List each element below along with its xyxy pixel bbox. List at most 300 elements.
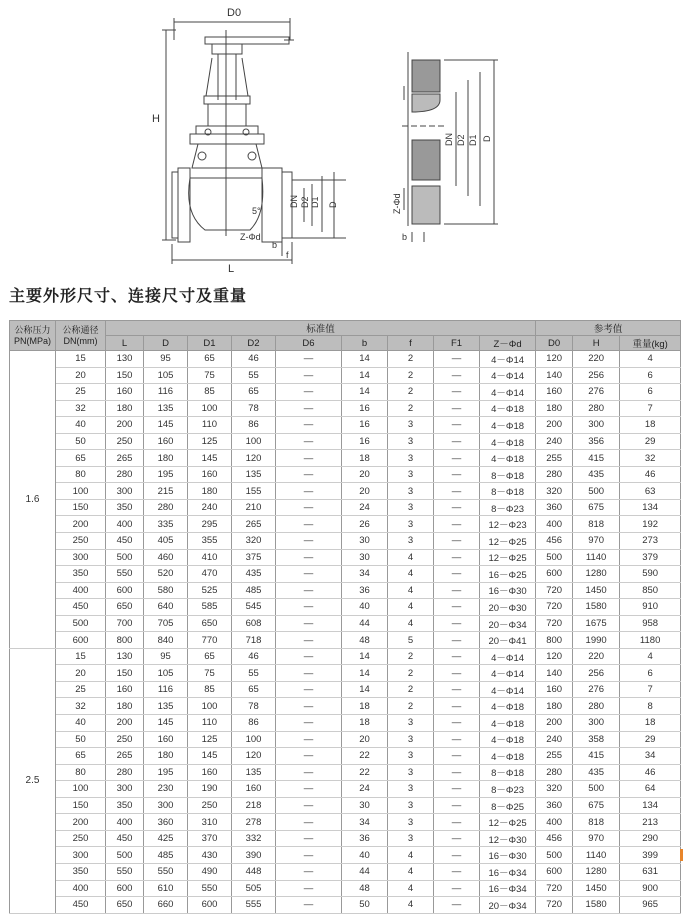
dn-cell: 20	[56, 665, 106, 682]
table-cell: 3	[388, 715, 434, 732]
table-cell: —	[434, 615, 480, 632]
table-cell: 332	[232, 830, 276, 847]
table-row	[10, 466, 681, 483]
table-cell: —	[434, 417, 480, 434]
table-cell: 100	[188, 698, 232, 715]
table-cell: 14	[342, 367, 388, 384]
table-cell: 160	[106, 384, 144, 401]
table-cell: 276	[573, 681, 620, 698]
table-cell: 456	[536, 830, 573, 847]
flange-label-b: b	[402, 232, 408, 242]
table-cell: 110	[188, 715, 232, 732]
table-row	[10, 417, 681, 434]
table-cell: 415	[573, 748, 620, 765]
table-cell: —	[276, 830, 342, 847]
table-row	[10, 549, 681, 566]
table-cell: 12－Φ30	[480, 830, 536, 847]
table-row	[10, 599, 681, 616]
table-cell: —	[276, 781, 342, 798]
table-cell: 65	[188, 351, 232, 368]
table-cell: 280	[536, 466, 573, 483]
dn-cell: 600	[56, 632, 106, 649]
table-cell: 130	[106, 351, 144, 368]
table-cell: 2	[388, 400, 434, 417]
column-header: D6	[276, 336, 342, 351]
label-d2: D2	[300, 196, 310, 208]
table-cell: 2	[388, 384, 434, 401]
table-cell: 770	[188, 632, 232, 649]
table-cell: 800	[536, 632, 573, 649]
table-cell: 360	[536, 499, 573, 516]
table-cell: 105	[144, 665, 188, 682]
dn-cell: 32	[56, 698, 106, 715]
table-cell: 6	[620, 367, 681, 384]
table-cell: 278	[232, 814, 276, 831]
table-cell: 95	[144, 648, 188, 665]
table-cell: 55	[232, 665, 276, 682]
table-cell: 150	[106, 367, 144, 384]
table-cell: 4	[388, 863, 434, 880]
table-cell: 18	[620, 417, 681, 434]
table-cell: 12－Φ23	[480, 516, 536, 533]
table-cell: 4－Φ18	[480, 400, 536, 417]
table-cell: 22	[342, 748, 388, 765]
table-cell: 240	[536, 433, 573, 450]
table-row	[10, 665, 681, 682]
table-row	[10, 897, 681, 914]
table-cell: 280	[144, 499, 188, 516]
table-cell: 8－Φ18	[480, 483, 536, 500]
table-cell: 180	[536, 698, 573, 715]
table-cell: 24	[342, 781, 388, 798]
table-cell: 55	[232, 367, 276, 384]
table-cell: —	[276, 681, 342, 698]
table-cell: 1675	[573, 615, 620, 632]
dn-cell: 25	[56, 384, 106, 401]
table-row	[10, 830, 681, 847]
table-cell: —	[276, 533, 342, 550]
table-cell: 358	[573, 731, 620, 748]
table-row	[10, 863, 681, 880]
table-cell: —	[276, 731, 342, 748]
table-cell: 12－Φ25	[480, 549, 536, 566]
label-b: b	[272, 240, 278, 250]
table-cell: 12－Φ25	[480, 533, 536, 550]
table-cell: 50	[342, 897, 388, 914]
table-cell: 500	[536, 847, 573, 864]
table-cell: 650	[106, 599, 144, 616]
table-cell: 200	[536, 417, 573, 434]
table-cell: 4－Φ18	[480, 731, 536, 748]
table-cell: 160	[188, 466, 232, 483]
table-cell: 650	[106, 897, 144, 914]
table-cell: —	[434, 781, 480, 798]
table-cell: 12－Φ25	[480, 814, 536, 831]
table-cell: 550	[106, 566, 144, 583]
table-cell: 3	[388, 466, 434, 483]
label-zphid: Z-Φd	[240, 232, 261, 242]
table-cell: 435	[232, 566, 276, 583]
table-cell: 720	[536, 582, 573, 599]
table-cell: 295	[188, 516, 232, 533]
table-cell: 200	[106, 715, 144, 732]
table-cell: 545	[232, 599, 276, 616]
label-d1: D1	[310, 196, 320, 208]
table-cell: 7	[620, 400, 681, 417]
table-cell: 400	[106, 814, 144, 831]
table-cell: —	[434, 433, 480, 450]
table-cell: —	[276, 417, 342, 434]
table-cell: —	[434, 681, 480, 698]
table-cell: —	[276, 897, 342, 914]
table-cell: 3	[388, 814, 434, 831]
table-cell: 390	[232, 847, 276, 864]
table-cell: 2	[388, 648, 434, 665]
table-cell: 2	[388, 681, 434, 698]
table-cell: 36	[342, 830, 388, 847]
table-row	[10, 450, 681, 467]
table-cell: —	[276, 632, 342, 649]
col-dn-header-label: 公称通径DN(mm)	[62, 324, 99, 346]
table-cell: 1580	[573, 897, 620, 914]
table-cell: —	[434, 814, 480, 831]
table-row	[10, 533, 681, 550]
table-cell: 30	[342, 533, 388, 550]
table-cell: 1450	[573, 582, 620, 599]
table-cell: 280	[573, 400, 620, 417]
table-cell: 160	[536, 384, 573, 401]
dn-cell: 100	[56, 483, 106, 500]
table-cell: 160	[188, 764, 232, 781]
column-header: f	[388, 336, 434, 351]
dn-cell: 40	[56, 715, 106, 732]
table-cell: —	[276, 764, 342, 781]
table-cell: 3	[388, 516, 434, 533]
table-cell: 3	[388, 731, 434, 748]
table-cell: —	[276, 384, 342, 401]
table-cell: 210	[232, 499, 276, 516]
table-cell: 600	[106, 880, 144, 897]
table-row	[10, 880, 681, 897]
table-cell: 450	[106, 830, 144, 847]
table-cell: —	[434, 648, 480, 665]
dn-cell: 25	[56, 681, 106, 698]
dn-cell: 15	[56, 351, 106, 368]
table-cell: 125	[188, 731, 232, 748]
table-cell: 3	[388, 764, 434, 781]
table-cell: —	[434, 715, 480, 732]
table-cell: 399	[620, 847, 681, 864]
table-cell: 65	[232, 384, 276, 401]
table-cell: 608	[232, 615, 276, 632]
table-cell: 24	[342, 499, 388, 516]
table-cell: —	[276, 797, 342, 814]
column-header: L	[106, 336, 144, 351]
table-cell: 700	[106, 615, 144, 632]
dn-cell: 350	[56, 863, 106, 880]
table-cell: 3	[388, 433, 434, 450]
col-pn-header	[10, 321, 56, 351]
table-row	[10, 797, 681, 814]
pressure-cell: 1.6	[10, 351, 56, 649]
table-cell: 280	[536, 764, 573, 781]
flange-label-dn: DN	[444, 133, 454, 146]
dn-cell: 250	[56, 533, 106, 550]
dn-cell: 80	[56, 466, 106, 483]
table-cell: 192	[620, 516, 681, 533]
table-cell: —	[434, 748, 480, 765]
table-row	[10, 681, 681, 698]
column-header: H	[573, 336, 620, 351]
table-cell: —	[276, 351, 342, 368]
table-cell: 360	[144, 814, 188, 831]
table-cell: 14	[342, 351, 388, 368]
table-cell: 16－Φ34	[480, 880, 536, 897]
group-standard-header: 标准值	[106, 321, 536, 336]
table-cell: 34	[620, 748, 681, 765]
table-cell: 600	[106, 582, 144, 599]
table-cell: 155	[232, 483, 276, 500]
table-cell: 3	[388, 781, 434, 798]
table-cell: 8－Φ23	[480, 499, 536, 516]
table-cell: 8－Φ23	[480, 781, 536, 798]
table-cell: 135	[232, 764, 276, 781]
table-cell: 75	[188, 367, 232, 384]
table-cell: —	[434, 549, 480, 566]
table-cell: —	[276, 516, 342, 533]
table-cell: 550	[188, 880, 232, 897]
table-cell: 16	[342, 433, 388, 450]
table-cell: 48	[342, 880, 388, 897]
table-cell: 650	[188, 615, 232, 632]
table-cell: 4－Φ14	[480, 384, 536, 401]
table-cell: —	[434, 384, 480, 401]
table-row	[10, 351, 681, 368]
table-cell: —	[276, 715, 342, 732]
table-cell: 705	[144, 615, 188, 632]
table-cell: 280	[106, 764, 144, 781]
table-cell: 4－Φ14	[480, 681, 536, 698]
table-cell: 20	[342, 466, 388, 483]
table-cell: 900	[620, 880, 681, 897]
flange-label-d1: D1	[468, 134, 478, 146]
table-cell: 850	[620, 582, 681, 599]
table-cell: 20－Φ34	[480, 897, 536, 914]
table-row	[10, 384, 681, 401]
table-cell: 415	[573, 450, 620, 467]
table-cell: 4－Φ18	[480, 715, 536, 732]
table-cell: 18	[620, 715, 681, 732]
table-cell: 500	[106, 847, 144, 864]
table-cell: 550	[106, 863, 144, 880]
table-cell: 116	[144, 681, 188, 698]
table-cell: 485	[232, 582, 276, 599]
table-cell: 300	[573, 417, 620, 434]
table-cell: 29	[620, 433, 681, 450]
table-cell: 265	[232, 516, 276, 533]
dn-cell: 450	[56, 599, 106, 616]
table-cell: —	[276, 847, 342, 864]
table-cell: 720	[536, 897, 573, 914]
table-cell: 30	[342, 797, 388, 814]
table-cell: 818	[573, 516, 620, 533]
table-cell: —	[276, 814, 342, 831]
table-cell: 3	[388, 830, 434, 847]
table-cell: 375	[232, 549, 276, 566]
table-cell: 631	[620, 863, 681, 880]
table-cell: 500	[573, 781, 620, 798]
table-cell: 500	[106, 549, 144, 566]
table-cell: 180	[144, 450, 188, 467]
table-cell: 500	[536, 549, 573, 566]
table-cell: 85	[188, 681, 232, 698]
table-cell: 140	[536, 665, 573, 682]
table-cell: 720	[536, 880, 573, 897]
table-cell: 320	[232, 533, 276, 550]
table-cell: 105	[144, 367, 188, 384]
table-cell: 65	[188, 648, 232, 665]
table-cell: 16	[342, 417, 388, 434]
table-cell: —	[276, 880, 342, 897]
table-cell: 250	[188, 797, 232, 814]
table-cell: —	[434, 450, 480, 467]
column-header: Z－Φd	[480, 336, 536, 351]
table-cell: 145	[188, 748, 232, 765]
table-cell: 190	[188, 781, 232, 798]
dn-cell: 350	[56, 566, 106, 583]
table-cell: 140	[536, 367, 573, 384]
table-cell: 46	[620, 466, 681, 483]
table-cell: —	[276, 615, 342, 632]
table-cell: —	[434, 797, 480, 814]
table-cell: 640	[144, 599, 188, 616]
table-cell: 180	[106, 400, 144, 417]
table-cell: 405	[144, 533, 188, 550]
col-pn-header-label: 公称压力PN(MPa)	[13, 324, 51, 346]
table-cell: 800	[106, 632, 144, 649]
table-cell: 195	[144, 466, 188, 483]
table-cell: 100	[232, 731, 276, 748]
table-cell: 4	[388, 847, 434, 864]
table-cell: —	[276, 582, 342, 599]
table-cell: 818	[573, 814, 620, 831]
flange-label-d: D	[482, 135, 492, 142]
table-cell: 470	[188, 566, 232, 583]
table-cell: —	[276, 483, 342, 500]
table-cell: 6	[620, 665, 681, 682]
dn-cell: 40	[56, 417, 106, 434]
table-cell: 86	[232, 715, 276, 732]
technical-drawings	[0, 0, 686, 275]
dn-cell: 65	[56, 748, 106, 765]
table-cell: 360	[536, 797, 573, 814]
dn-cell: 150	[56, 499, 106, 516]
table-cell: 46	[232, 648, 276, 665]
table-row	[10, 648, 681, 665]
table-cell: 3	[388, 499, 434, 516]
table-cell: 160	[106, 681, 144, 698]
table-cell: 250	[106, 731, 144, 748]
table-cell: 490	[188, 863, 232, 880]
table-row	[10, 814, 681, 831]
table-cell: 48	[342, 632, 388, 649]
table-cell: 78	[232, 400, 276, 417]
column-header: D0	[536, 336, 573, 351]
label-h: H	[152, 113, 160, 125]
table-row	[10, 764, 681, 781]
table-cell: 590	[620, 566, 681, 583]
label-dn: DN	[289, 195, 299, 208]
column-header-row	[10, 336, 681, 351]
table-cell: —	[276, 648, 342, 665]
table-cell: 580	[144, 582, 188, 599]
table-cell: 86	[232, 417, 276, 434]
table-cell: 550	[144, 863, 188, 880]
table-cell: 1580	[573, 599, 620, 616]
label-f: f	[286, 250, 289, 260]
table-row	[10, 748, 681, 765]
table-cell: 276	[573, 384, 620, 401]
table-cell: 240	[188, 499, 232, 516]
table-cell: 40	[342, 599, 388, 616]
col-dn-header	[56, 321, 106, 351]
section-title: 主要外形尺寸、连接尺寸及重量	[9, 286, 248, 305]
column-header: b	[342, 336, 388, 351]
table-cell: —	[276, 466, 342, 483]
table-cell: 1180	[620, 632, 681, 649]
table-cell: 610	[144, 880, 188, 897]
table-cell: 4－Φ14	[480, 648, 536, 665]
table-cell: 460	[144, 549, 188, 566]
table-cell: 435	[573, 764, 620, 781]
table-cell: 63	[620, 483, 681, 500]
table-cell: —	[434, 499, 480, 516]
table-cell: 2	[388, 698, 434, 715]
table-cell: 14	[342, 665, 388, 682]
table-header	[10, 321, 681, 351]
table-cell: 300	[106, 781, 144, 798]
table-cell: 213	[620, 814, 681, 831]
table-cell: 20	[342, 483, 388, 500]
table-cell: 350	[106, 499, 144, 516]
table-cell: 200	[536, 715, 573, 732]
table-cell: 160	[144, 433, 188, 450]
column-header: D2	[232, 336, 276, 351]
table-cell: 220	[573, 351, 620, 368]
table-cell: 958	[620, 615, 681, 632]
label-l: L	[228, 263, 235, 275]
table-cell: 256	[573, 665, 620, 682]
table-cell: —	[276, 549, 342, 566]
table-cell: 8－Φ25	[480, 797, 536, 814]
table-cell: 3	[388, 450, 434, 467]
table-cell: 4－Φ14	[480, 665, 536, 682]
table-cell: 22	[342, 764, 388, 781]
table-row	[10, 516, 681, 533]
table-cell: —	[276, 863, 342, 880]
table-cell: —	[276, 748, 342, 765]
table-cell: 379	[620, 549, 681, 566]
table-cell: 7	[620, 681, 681, 698]
table-cell: —	[434, 566, 480, 583]
table-cell: 255	[536, 748, 573, 765]
table-cell: 320	[536, 781, 573, 798]
table-cell: 290	[620, 830, 681, 847]
table-cell: 85	[188, 384, 232, 401]
table-cell: 4－Φ18	[480, 417, 536, 434]
table-cell: 95	[144, 351, 188, 368]
dn-cell: 200	[56, 814, 106, 831]
